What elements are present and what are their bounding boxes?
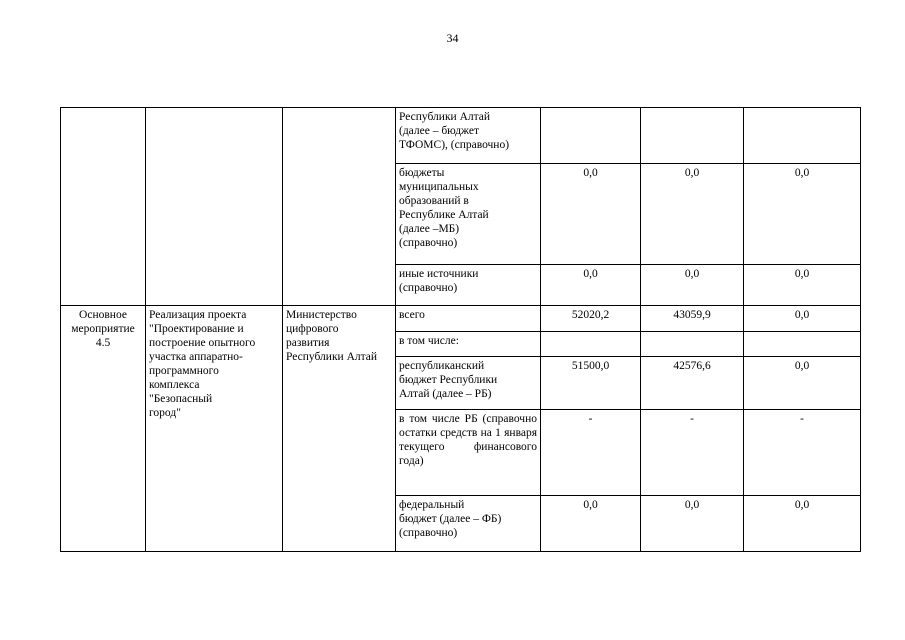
value-cell: 0,0 [641,496,744,552]
name-cell-empty [146,108,283,306]
executor-cell-empty [283,108,396,306]
table-row [61,108,861,164]
funding-source-cell: в том числе РБ (справочно остатки средств на 1 января текущего финансового года) [396,410,541,496]
value-cell: 0,0 [744,164,861,265]
table-row [61,306,861,332]
funding-table [60,107,861,552]
value-cell [641,108,744,164]
executor-cell: Министерство цифрового развития Республики Алтай [283,306,396,552]
value-cell: 0,0 [541,265,641,306]
value-cell [744,108,861,164]
value-cell: - [744,410,861,496]
value-cell: 0,0 [641,164,744,265]
funding-source-cell: федеральный бюджет (далее – ФБ) (справочно) [396,496,541,552]
page-number: 34 [446,31,459,45]
value-cell: - [541,410,641,496]
value-cell: 51500,0 [541,357,641,410]
value-cell: 0,0 [541,496,641,552]
value-cell: 0,0 [541,164,641,265]
value-cell: 0,0 [744,306,861,332]
funding-source-cell: бюджеты муниципальных образований в Республике Алтай (далее –МБ) (справочно) [396,164,541,265]
value-cell: - [641,410,744,496]
activity-name-cell: Реализация проекта "Проектирование и построение опытного участка аппаратно- программного комплекса "Безопасный город" [146,306,283,552]
value-cell [641,332,744,357]
value-cell: 43059,9 [641,306,744,332]
funding-source-cell: в том числе: [396,332,541,357]
funding-source-cell: республиканский бюджет Республики Алтай (далее – РБ) [396,357,541,410]
value-cell [744,332,861,357]
code-cell-empty [61,108,146,306]
value-cell: 52020,2 [541,306,641,332]
value-cell: 42576,6 [641,357,744,410]
value-cell: 0,0 [744,357,861,410]
value-cell [541,332,641,357]
value-cell: 0,0 [744,265,861,306]
value-cell: 0,0 [744,496,861,552]
funding-source-cell: всего [396,306,541,332]
activity-code-cell: Основное мероприятие 4.5 [61,306,146,552]
value-cell: 0,0 [641,265,744,306]
funding-source-cell: Республики Алтай (далее – бюджет ТФОМС), (справочно) [396,108,541,164]
value-cell [541,108,641,164]
funding-source-cell: иные источники (справочно) [396,265,541,306]
